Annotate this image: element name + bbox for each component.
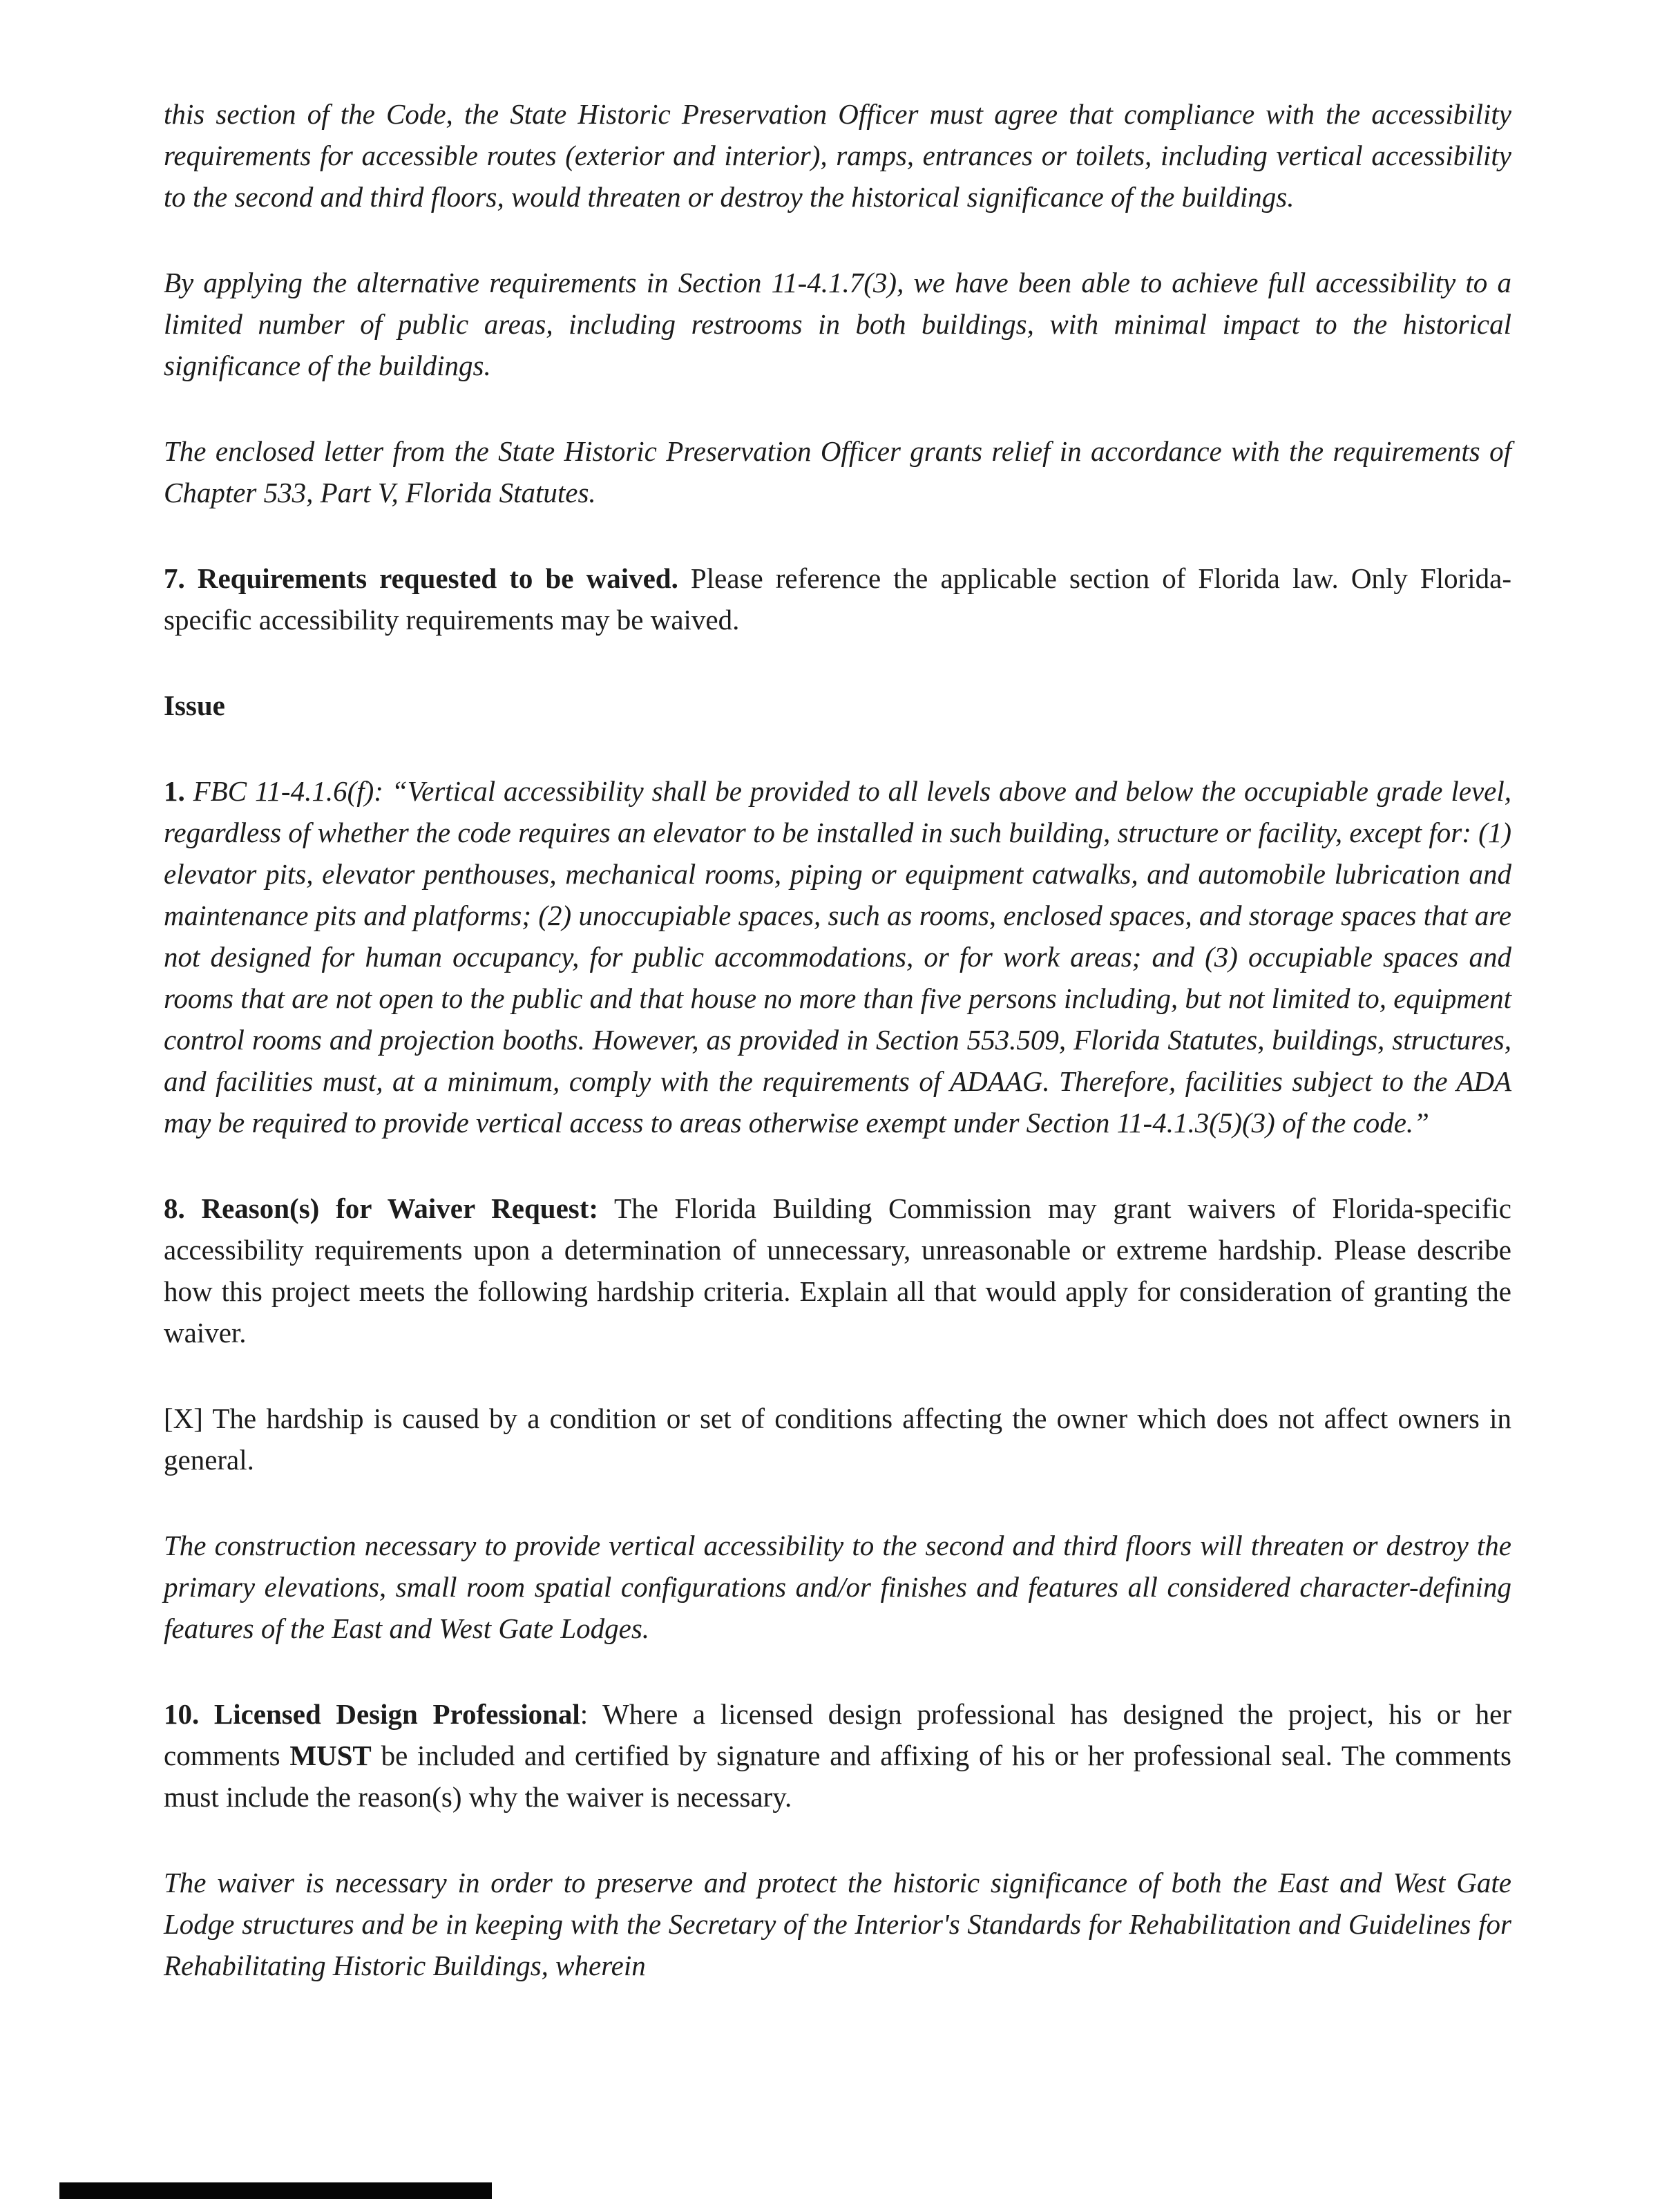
text-segment: Issue bbox=[164, 689, 225, 721]
paragraph bbox=[164, 558, 1511, 640]
text-segment: 7. Requirements requested to be waived. bbox=[164, 562, 678, 594]
text-segment: : Where a licensed design professional has designed the project, his or her comments bbox=[164, 1698, 1511, 1771]
section-heading bbox=[164, 685, 1511, 726]
text-segment: The enclosed letter from the State Historic Preservation Officer grants relief in accordance with the requirements of Chapter 533, Part V, Florida Statutes. bbox=[164, 435, 1511, 508]
text-segment: The construction necessary to provide vertical accessibility to the second and third floors will threaten or destroy the primary elevations, small room spatial configurations and/or finishes and features all considered character-defining features of the East and West Gate Lodges. bbox=[164, 1530, 1511, 1644]
scan-artifact-bar bbox=[59, 2182, 492, 2199]
text-segment: 10. Licensed Design Professional bbox=[164, 1698, 580, 1730]
paragraph bbox=[164, 1398, 1511, 1481]
text-segment: The waiver is necessary in order to preserve and protect the historic significance of both the East and West Gate Lodge structures and be in keeping with the Secretary of the Interior's Standards for Rehabilitation and Guidelines for Rehabilitating Historic Buildings, wherein bbox=[164, 1867, 1511, 1981]
paragraph bbox=[164, 262, 1511, 386]
document-body bbox=[164, 93, 1511, 1986]
text-segment: 8. Reason(s) for Waiver Request: bbox=[164, 1192, 599, 1224]
paragraph bbox=[164, 1693, 1511, 1818]
text-segment: Please reference the applicable section of Florida law. Only Florida-specific accessibility requirements may be waived. bbox=[164, 562, 1511, 636]
text-segment: FBC 11-4.1.6(f): “Vertical accessibility shall be provided to all levels above and below the occupiable grade level, regardless of whether the code requires an elevator to be installed in such building, structure or facility, except for: (1) elevator pits, elevator penthouses, mechanical rooms, piping or equipment catwalks, and automobile lubrication and maintenance pits and platforms; (2) unoccupiable spaces, such as rooms, enclosed spaces, and storage spaces that are not designed for human occupancy, for public accommodations, or for work areas; and (3) occupiable spaces and rooms that are not open to the public and that house no more than five persons including, but not limited to, equipment control rooms and projection booths. However, as provided in Section 553.509, Florida Statutes, buildings, structures, and facilities must, at a minimum, comply with the requirements of ADAAG. Therefore, facilities subject to the ADA may be required to provide vertical access to areas otherwise exempt under Section 11-4.1.3(5)(3) of the code.” bbox=[164, 775, 1511, 1139]
text-segment: MUST bbox=[289, 1740, 372, 1771]
paragraph bbox=[164, 1862, 1511, 1986]
paragraph bbox=[164, 93, 1511, 218]
text-segment: 1. bbox=[164, 775, 193, 807]
paragraph bbox=[164, 1525, 1511, 1649]
text-segment: By applying the alternative requirements in Section 11-4.1.7(3), we have been able to achieve full accessibility to a limited number of public areas, including restrooms in both buildings, with minimal impact to the historical significance of the buildings. bbox=[164, 267, 1511, 381]
text-segment: be included and certified by signature and affixing of his or her professional seal. The comments must include the reason(s) why the waiver is necessary. bbox=[164, 1740, 1511, 1813]
paragraph bbox=[164, 430, 1511, 513]
text-segment: [X] The hardship is caused by a condition or set of conditions affecting the owner which does not affect owners in general. bbox=[164, 1402, 1511, 1476]
paragraph bbox=[164, 770, 1511, 1143]
text-segment: The Florida Building Commission may grant waivers of Florida-specific accessibility requirements upon a determination of unnecessary, unreasonable or extreme hardship. Please describe how this project meets the following hardship criteria. Explain all that would apply for consideration of granting the waiver. bbox=[164, 1192, 1511, 1349]
text-segment: this section of the Code, the State Historic Preservation Officer must agree that compliance with the accessibility requirements for accessible routes (exterior and interior), ramps, entrances or toilets, including vertical accessibility to the second and third floors, would threaten or destroy the historical significance of the buildings. bbox=[164, 98, 1511, 213]
paragraph bbox=[164, 1188, 1511, 1353]
